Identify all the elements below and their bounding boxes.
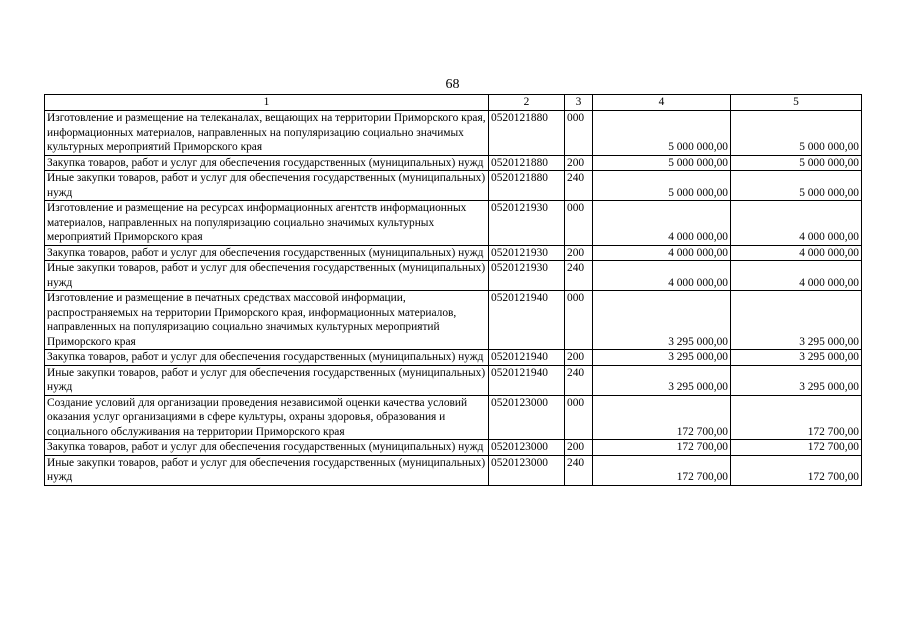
table-row xyxy=(45,155,862,171)
table-row xyxy=(45,440,862,456)
target-article-code: 0520123000 xyxy=(489,395,565,440)
target-article-code: 0520121930 xyxy=(489,201,565,246)
column-header: 4 xyxy=(593,95,731,111)
expense-type-code: 000 xyxy=(565,291,593,350)
amount-column-5: 4 000 000,00 xyxy=(731,245,862,261)
amount-column-5: 5 000 000,00 xyxy=(731,171,862,201)
amount-column-4: 5 000 000,00 xyxy=(593,111,731,156)
row-description: Закупка товаров, работ и услуг для обеспечения государственных (муниципальных) нужд xyxy=(45,155,489,171)
table-row xyxy=(45,291,862,350)
expense-type-code: 200 xyxy=(565,440,593,456)
expense-type-code: 240 xyxy=(565,171,593,201)
column-header: 1 xyxy=(45,95,489,111)
row-description: Закупка товаров, работ и услуг для обеспечения государственных (муниципальных) нужд xyxy=(45,245,489,261)
amount-column-4: 172 700,00 xyxy=(593,440,731,456)
amount-column-4: 172 700,00 xyxy=(593,395,731,440)
amount-column-5: 4 000 000,00 xyxy=(731,261,862,291)
row-description: Изготовление и размещение на телеканалах, вещающих на территории Приморского края, информационных материалов, направленных на популяризацию социально значимых культурных мероприятий Приморского края xyxy=(45,111,489,156)
target-article-code: 0520123000 xyxy=(489,440,565,456)
column-header: 3 xyxy=(565,95,593,111)
amount-column-5: 172 700,00 xyxy=(731,440,862,456)
row-description: Иные закупки товаров, работ и услуг для обеспечения государственных (муниципальных) нужд xyxy=(45,171,489,201)
expense-type-code: 000 xyxy=(565,201,593,246)
expense-type-code: 200 xyxy=(565,245,593,261)
expense-type-code: 240 xyxy=(565,455,593,485)
table-row xyxy=(45,395,862,440)
amount-column-5: 3 295 000,00 xyxy=(731,350,862,366)
target-article-code: 0520121880 xyxy=(489,171,565,201)
amount-column-5: 3 295 000,00 xyxy=(731,291,862,350)
table-row xyxy=(45,201,862,246)
table-row xyxy=(45,261,862,291)
row-description: Иные закупки товаров, работ и услуг для обеспечения государственных (муниципальных) нужд xyxy=(45,455,489,485)
expense-type-code: 240 xyxy=(565,365,593,395)
table-row xyxy=(45,365,862,395)
expense-type-code: 240 xyxy=(565,261,593,291)
column-header: 2 xyxy=(489,95,565,111)
amount-column-4: 4 000 000,00 xyxy=(593,245,731,261)
amount-column-4: 3 295 000,00 xyxy=(593,365,731,395)
table-row xyxy=(45,111,862,156)
amount-column-4: 4 000 000,00 xyxy=(593,261,731,291)
expense-type-code: 000 xyxy=(565,111,593,156)
row-description: Иные закупки товаров, работ и услуг для обеспечения государственных (муниципальных) нужд xyxy=(45,261,489,291)
amount-column-4: 3 295 000,00 xyxy=(593,350,731,366)
amount-column-5: 172 700,00 xyxy=(731,455,862,485)
table-row xyxy=(45,171,862,201)
row-description: Создание условий для организации проведения независимой оценки качества условий оказания услуг организациями в сфере культуры, охраны здоровья, образования и социального обслуживания на территории Приморского края xyxy=(45,395,489,440)
target-article-code: 0520121880 xyxy=(489,155,565,171)
table-row xyxy=(45,455,862,485)
table-row xyxy=(45,245,862,261)
column-header: 5 xyxy=(731,95,862,111)
row-description: Изготовление и размещение в печатных средствах массовой информации, распространяемых на территории Приморского края, информационных материалов, направленных на популяризацию социально значимых культурных мероприятий Приморского края xyxy=(45,291,489,350)
amount-column-5: 4 000 000,00 xyxy=(731,201,862,246)
amount-column-4: 5 000 000,00 xyxy=(593,155,731,171)
expense-type-code: 200 xyxy=(565,155,593,171)
table-body xyxy=(45,111,862,486)
target-article-code: 0520121940 xyxy=(489,365,565,395)
amount-column-5: 3 295 000,00 xyxy=(731,365,862,395)
expense-type-code: 200 xyxy=(565,350,593,366)
row-description: Иные закупки товаров, работ и услуг для обеспечения государственных (муниципальных) нужд xyxy=(45,365,489,395)
amount-column-4: 5 000 000,00 xyxy=(593,171,731,201)
amount-column-5: 5 000 000,00 xyxy=(731,155,862,171)
target-article-code: 0520121930 xyxy=(489,261,565,291)
expense-type-code: 000 xyxy=(565,395,593,440)
column-number-row xyxy=(45,95,862,111)
target-article-code: 0520121930 xyxy=(489,245,565,261)
page-number: 68 xyxy=(445,77,460,92)
target-article-code: 0520121880 xyxy=(489,111,565,156)
budget-table xyxy=(44,94,862,486)
amount-column-5: 172 700,00 xyxy=(731,395,862,440)
amount-column-5: 5 000 000,00 xyxy=(731,111,862,156)
row-description: Закупка товаров, работ и услуг для обеспечения государственных (муниципальных) нужд xyxy=(45,440,489,456)
amount-column-4: 4 000 000,00 xyxy=(593,201,731,246)
target-article-code: 0520121940 xyxy=(489,291,565,350)
row-description: Закупка товаров, работ и услуг для обеспечения государственных (муниципальных) нужд xyxy=(45,350,489,366)
target-article-code: 0520121940 xyxy=(489,350,565,366)
target-article-code: 0520123000 xyxy=(489,455,565,485)
amount-column-4: 172 700,00 xyxy=(593,455,731,485)
table-row xyxy=(45,350,862,366)
amount-column-4: 3 295 000,00 xyxy=(593,291,731,350)
row-description: Изготовление и размещение на ресурсах информационных агентств информационных материалов, направленных на популяризацию социально значимых культурных мероприятий Приморского края xyxy=(45,201,489,246)
